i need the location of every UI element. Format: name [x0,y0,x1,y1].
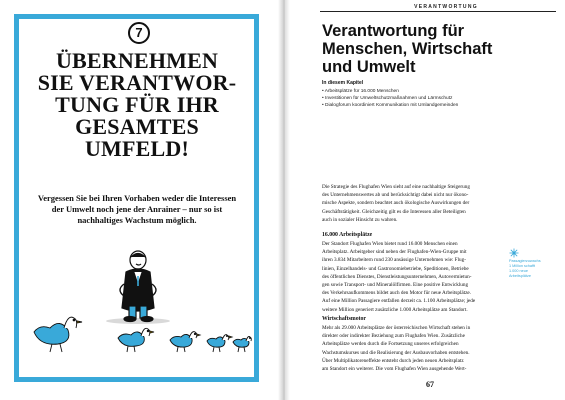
section-heading: 16.000 Arbeitsplätze [322,232,373,238]
headline-line: GESAMTES [75,114,199,139]
text-line: Auf eine Million Passagiere entfallen derzeit ca. 1.100 Arbeitsplätze; jede [322,298,476,305]
title-line: Menschen, Wirtschaft [322,40,493,58]
chapter-contents-list [322,88,554,109]
headline-line: UMFELD! [84,136,190,161]
header-divider [320,11,556,12]
section-paragraph [322,324,554,373]
text-line: gen sowie Transport- und Mineralölfirmen. Eine positive Entwicklung [322,282,469,289]
chapter-number: 7 [128,22,150,44]
goose-figure [233,337,251,353]
book-spine [278,0,290,400]
subtext-line: nachhaltiges Wachstum möglich. [77,215,197,225]
text-line: des Unternehmenswertes ab und berücksichtigt dabei nicht nur ökono- [322,192,469,199]
text-line: Mehr als 29.000 Arbeitsplätze der österreichischen Wirtschaft stehen in [322,325,471,331]
list-item: • Investitionen für Umweltschutzmaßnahmen und Lärmschutz [322,95,554,102]
text-line: ihren 3.834 Mitarbeitern rund 230 ansässige Unternehmen wie: Flug- [322,257,466,264]
note-line: Passagierzuwachs [509,259,541,263]
subtext [28,193,246,226]
text-line: mische Aspekte, sondern beachtet auch ökologische Auswirkungen der [322,200,470,207]
goose-figure [34,317,82,352]
list-item: • Dialogforum koordiniert Kommunikation mit Umlandgemeinden [322,102,554,109]
subtext-line: Vergessen Sie bei Ihren Vorhaben weder die Interessen [37,193,237,203]
text-line: des Verkehrsaufkommens bildet auch den Motor für neue Arbeitsplätze. [322,290,471,297]
sun-icon [509,248,519,258]
text-line: linien, Einzelhandels- und Gastronomiebetriebe, Speditionen, Betriebe [322,265,469,272]
in-this-chapter-label: In diesem Kapitel [322,80,364,86]
side-note [509,259,555,279]
businessman-with-geese-illustration [20,248,255,363]
note-line: 1.000 neue [509,269,529,273]
text-line: auch in sozialer Hinsicht zu wahren. [322,216,398,223]
intro-paragraph [322,183,554,224]
page-number: 67 [426,380,434,389]
headline-line: SIE VERANTWOR- [37,70,237,95]
text-line: Die Strategie des Flughafen Wien sieht auf eine nachhaltige Steigerung [322,184,470,190]
section-heading: Wirtschaftsmotor [322,316,367,322]
businessman-figure [120,251,156,322]
list-item: • Arbeitsplätze für 16.000 Menschen [322,88,554,95]
headline-line: ÜBERNEHMEN [55,48,219,73]
text-line: am Standort ein weiterer. Die vom Flughafen Wien ausgehende Wert- [322,366,467,373]
note-line: 1 Million schafft [509,264,536,268]
title-line: Verantwortung für [322,22,465,40]
text-line: des öffentlichen Dienstes, Dienstleistungsunternehmen, Autovermietun- [322,273,472,280]
text-line: direkter oder indirekter Beziehung zum Flughafen Wien. Zusätzliche [322,333,465,340]
note-line: Arbeitsplätze [509,274,531,278]
headline [20,50,254,160]
title-line: und Umwelt [322,58,416,76]
text-line: Arbeitsplätze werden durch die Fortsetzung unseres erfolgreichen [322,341,459,348]
headline-line: TUNG FÜR IHR [55,92,219,117]
text-line: Geschäftstätigkeit. Gleichzeitig gilt es die Interessen aller Beteiligten [322,208,466,215]
text-line: Über Multiplikatoreneffekte entsteht durch jeden neuen Arbeitsplatz [322,357,464,364]
goose-figure [170,332,200,352]
section-header: VERANTWORTUNG [414,4,478,10]
goose-figure [207,335,232,352]
text-line: weitere Million generiert zusätzliche 1.000 Arbeitsplätze am Standort. [322,306,468,313]
subtext-line: der Umwelt noch jene der Anrainer – nur so ist [51,204,223,214]
text-line: Der Standort Flughafen Wien bietet rund 16.000 Menschen einen [322,241,458,247]
text-line: Arbeitsplatz. Arbeitgeber sind neben der Flughafen-Wien-Gruppe mit [322,249,467,256]
text-line: Wachstumskurses und die Realisierung der Ausbauvorhaben entstehen. [322,349,470,356]
page-title [322,22,554,76]
goose-figure [118,328,154,352]
